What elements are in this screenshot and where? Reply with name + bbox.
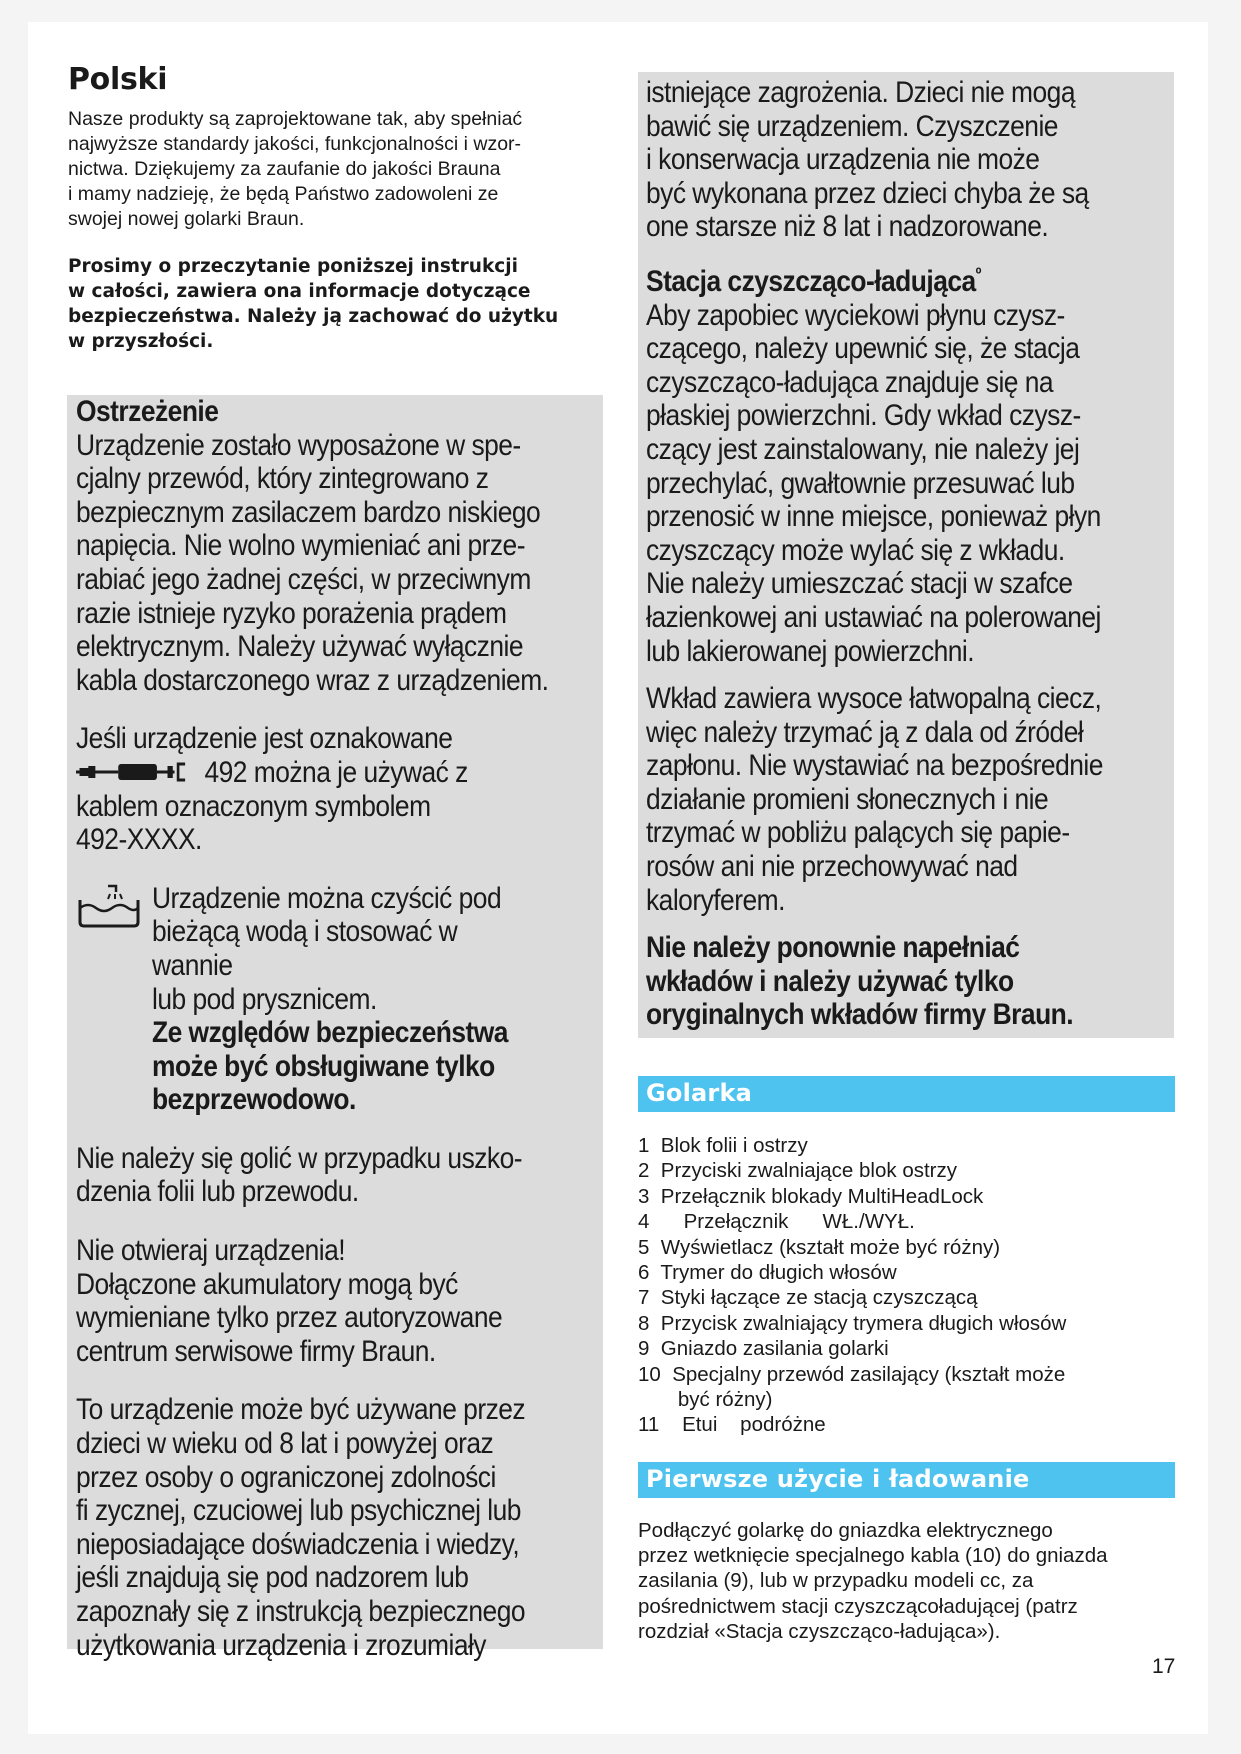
- shaver-section-header: [638, 1076, 1175, 1112]
- parts-list: [638, 1133, 1178, 1438]
- text-line: najwyższe standardy jakości, funkcjonalności i wzor-: [68, 133, 522, 155]
- list-item: 7 Styki łączące ze stacją czyszczącą: [638, 1286, 978, 1310]
- cleaning-station-box: [638, 72, 1174, 1038]
- text-line: swojej nowej golarki Braun.: [68, 208, 305, 230]
- list-item: być różny): [638, 1388, 773, 1412]
- list-item: 4 Przełącznik WŁ./WYŁ.: [638, 1210, 915, 1234]
- text-line: Nasze produkty są zaprojektowane tak, aby spełniać: [68, 108, 523, 130]
- first-use-paragraph: [638, 1518, 1178, 1644]
- text-line: w całości, zawiera ona informacje dotyczące: [68, 281, 531, 302]
- station-stability-paragraph: Aby zapobiec wyciekowi płynu czysz- czącego, należy upewnić się, że stacja czyszcząco-ładująca znajduje się na płaskiej powierzchni. Gdy wkład czysz- czący jest zainstalowany, nie należy jej przechylać, gwałtownie przesuwać lub przenosić w inne miejsce, ponieważ płyn czyszczący może wylać się z wkładu. Nie należy umieszczać stacji w szafce łazienkowej ani ustawiać na polerowanej lub lakierowanej powierzchni.: [646, 298, 1101, 668]
- section-title: Pierwsze użycie i ładowanie: [646, 1465, 1030, 1493]
- damage-paragraph: Nie należy się golić w przypadku uszko- dzenia folii lub przewodu.: [76, 1141, 523, 1209]
- list-item: 9 Gniazdo zasilania golarki: [638, 1337, 889, 1361]
- list-item: 8 Przycisk zwalniający trymera długich włosów: [638, 1311, 1067, 1335]
- flammable-paragraph: Wkład zawiera wysoce łatwopalną ciecz, więc należy trzymać ją z dala od źródeł zapłonu. Nie wystawiać na bezpośrednie działanie promieni słonecznych i nie trzymać w pobliżu palących się papie- rosów ani nie przechowywać nad kaloryferem.: [646, 682, 1103, 917]
- children-continuation: istniejące zagrożenia. Dzieci nie mogą bawić się urządzeniem. Czyszczenie i konserwacja urządzenia nie może być wykonana przez dzieci chyba że są one starsze niż 8 lat i nadzorowane.: [646, 76, 1089, 244]
- text-line: w przyszłości.: [68, 331, 214, 352]
- warning-symbol-paragraph: Jeśli urządzenie jest oznakowane 492 można je używać z kablem oznaczonym symbolem 492-XXXX.: [76, 722, 468, 857]
- warning-box: [67, 395, 603, 1662]
- text-line: pośrednictwem stacji czyszczącoładującej (patrz: [638, 1594, 1078, 1618]
- warning-cable-paragraph: Urządzenie zostało wyposażone w spe- cjalny przewód, który zintegrowano z bezpiecznym zasilaczem bardzo niskiego napięcia. Nie wolno wymieniać ani prze- rabiać jego żadnej części, w przeciwnym razie istnieje ryzyko porażenia prądem elektrycznym. Należy używać wyłącznie kabla dostarczonego wraz z urządzeniem.: [76, 428, 549, 697]
- page-number: 17: [1152, 1655, 1176, 1678]
- text-line: nictwa. Dziękujemy za zaufanie do jakości Brauna: [68, 158, 501, 180]
- text-line: zasilania (9), lub w przypadku modeli cc, za: [638, 1569, 1034, 1593]
- first-use-section-header: [638, 1462, 1175, 1498]
- list-item: 6 Trymer do długich włosów: [638, 1261, 897, 1285]
- station-heading: Stacja czyszcząco-ładująca$^º$: [646, 263, 981, 298]
- list-item: 1 Blok folii i ostrzy: [638, 1134, 808, 1157]
- intro-column: [68, 62, 603, 354]
- list-item: 11 Etui podróżne: [638, 1413, 826, 1437]
- list-item: 10 Specjalny przewód zasilający (kształt może: [638, 1362, 1066, 1386]
- read-instructions-note: [68, 254, 603, 354]
- list-item: 2 Przyciski zwalniające blok ostrzy: [638, 1159, 957, 1183]
- text-line: bezpieczeństwa. Należy ją zachować do użytku: [68, 306, 559, 327]
- text-line: Prosimy o przeczytanie poniższej instrukcji: [68, 256, 518, 277]
- text-line: Podłączyć golarkę do gniazdka elektrycznego: [638, 1519, 1053, 1542]
- children-paragraph: To urządzenie może być używane przez dzieci w wieku od 8 lat i powyżej oraz przez osoby o ograniczonej zdolności fi zycznej, czuciowej lub psychicznej lub nieposiadające doświadczenia i wiedzy, jeśli znajdują się pod nadzorem lub zapoznały się z instrukcją bezpiecznego użytkowania urządzenia i zrozumiały: [76, 1393, 526, 1662]
- text-line: i mamy nadzieję, że będą Państwo zadowoleni ze: [68, 183, 499, 205]
- washable-block: Urządzenie można czyścić pod bieżącą wodą i stosować w wannie lub pod prysznicem. Ze względów bezpieczeństwa może być obsługiwane tylko bezprzewodowo.: [76, 882, 596, 1117]
- section-title: Golarka: [646, 1079, 753, 1107]
- washable-shower-icon: [76, 919, 142, 936]
- cable-plug-icon: [76, 758, 199, 788]
- intro-paragraph: [68, 107, 603, 232]
- page-title: Polski: [68, 62, 168, 97]
- do-not-open-paragraph: Nie otwieraj urządzenia! Dołączone akumulatory mogą być wymieniane tylko przez autoryzowane centrum serwisowe firmy Braun.: [76, 1234, 503, 1368]
- list-item: 5 Wyświetlacz (kształt może być różny): [638, 1235, 1001, 1259]
- list-item: 3 Przełącznik blokady MultiHeadLock: [638, 1184, 984, 1208]
- text-line: rozdział «Stacja czyszcząco-ładująca»).: [638, 1619, 1001, 1643]
- warning-heading: Ostrzeżenie: [76, 395, 219, 428]
- cartridge-refill-warning: Nie należy ponownie napełniać wkładów i należy używać tylko oryginalnych wkładów firmy Braun.: [646, 931, 1074, 1032]
- text-line: przez wetknięcie specjalnego kabla (10) do gniazda: [638, 1544, 1108, 1568]
